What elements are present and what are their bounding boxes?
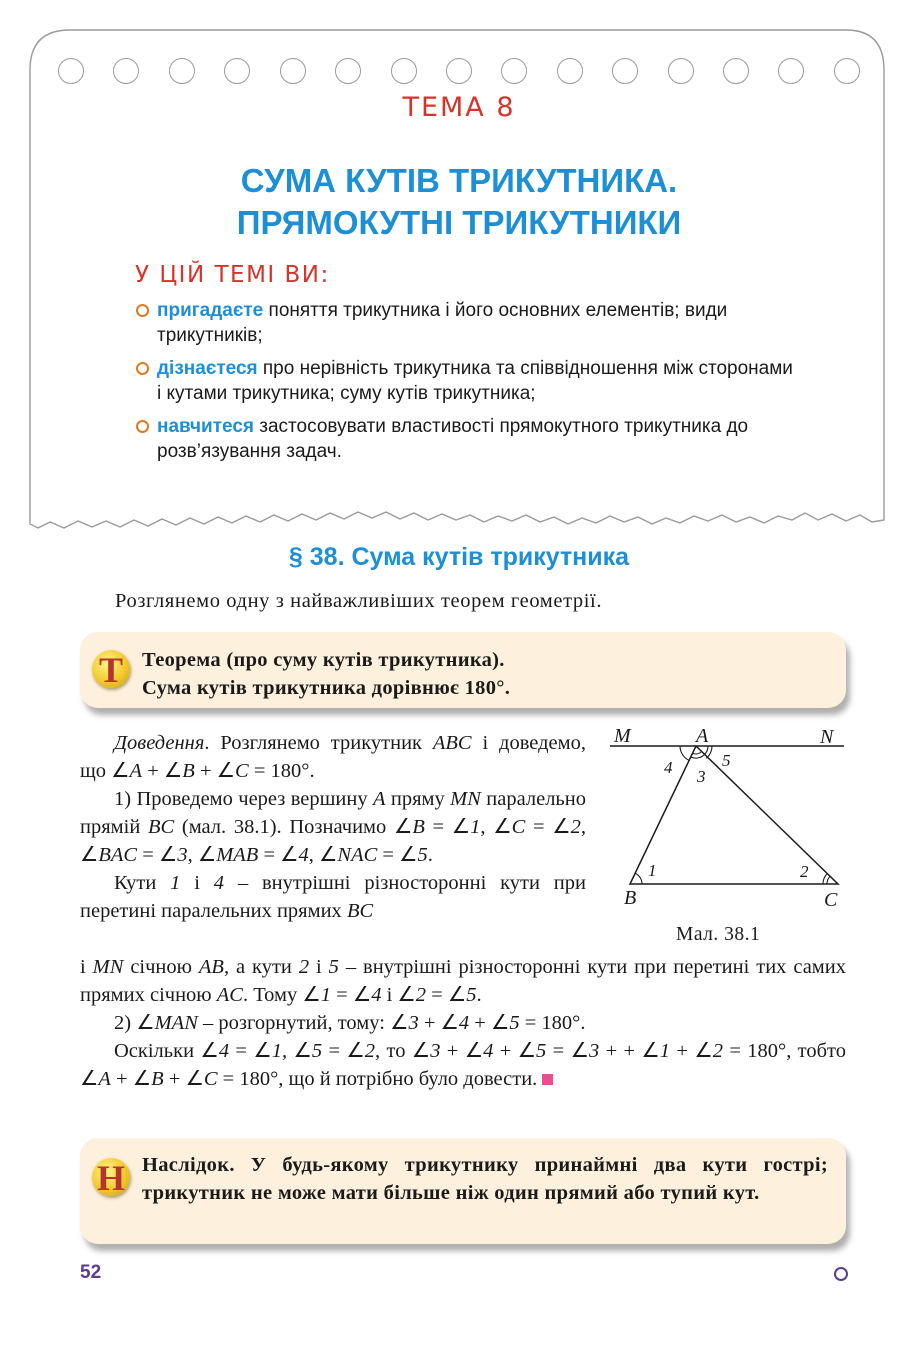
ring-hole <box>612 58 638 84</box>
theorem-text <box>142 646 832 702</box>
ring-hole <box>723 58 749 84</box>
topic-title-line: ПРЯМОКУТНІ ТРИКУТНИКИ <box>236 204 682 241</box>
ring-hole <box>557 58 583 84</box>
corollary-lead: Наслідок. <box>142 1154 235 1176</box>
label-b: B <box>624 887 637 909</box>
footer-rule <box>160 1266 852 1282</box>
proof-paragraph: 1) Проведемо через вершину A пряму MN паралельно прямій BC (мал. 38.1). Позначимо ∠B = ∠1, ∠C = ∠2, ∠BAC = ∠3, ∠MAB = ∠4, ∠NAC = ∠5. <box>80 788 587 866</box>
proof-paragraph: Кути 1 і 4 – внутрішні різносторонні кути при перетині паралельних прямих BC <box>80 872 587 922</box>
ring-hole <box>224 58 250 84</box>
topic-title <box>0 160 918 244</box>
ring-hole <box>169 58 195 84</box>
corollary-body: У будь-якому трикутнику принаймні два кути гострі; трикутник не може мати більше ніж один прямий або тупий кут. <box>142 1154 828 1204</box>
intro-text: Розглянемо одну з найважливіших теорем геометрії. <box>115 590 603 612</box>
goals-list <box>135 298 795 472</box>
theorem-badge-icon: Т <box>92 650 130 688</box>
triangle-figure <box>604 722 850 914</box>
page-number: 52 <box>80 1262 102 1283</box>
theorem-line: Сума кутів трикутника дорівнює 180°. <box>142 677 511 699</box>
label-c: C <box>824 889 838 911</box>
angle-3-arc <box>691 755 704 758</box>
goals-heading: У ЦІЙ ТЕМІ ВИ: <box>135 262 330 288</box>
goal-text: поняття трикутника і його основних елементів; види трикутників; <box>157 300 728 346</box>
label-angle-5: 5 <box>722 751 731 770</box>
ring-hole <box>113 58 139 84</box>
label-angle-4: 4 <box>664 758 673 777</box>
angle-2-arc <box>823 874 827 884</box>
topic-title-line: СУМА КУТІВ ТРИКУТНИКА. <box>240 162 678 199</box>
corollary-box <box>80 1138 846 1244</box>
goal-text: про нерівність трикутника та співвідношення між сторонами і кутами трикутника; суму кутів трикутника; <box>157 358 793 404</box>
proof-paragraph: 2) ∠MAN – розгорнутий, тому: ∠3 + ∠4 + ∠5 = 180°. <box>114 1012 586 1034</box>
goal-keyword: пригадаєте <box>157 300 264 321</box>
angle-4-arc <box>680 746 689 760</box>
proof-paragraph: Доведення. Розглянемо трикутник ABC і доведемо, що ∠A + ∠B + ∠C = 180°. <box>80 732 586 782</box>
goal-text: застосовувати властивості прямокутного трикутника до розв’язування задач. <box>157 416 749 462</box>
topic-number: ТЕМА 8 <box>402 92 516 123</box>
goal-item <box>135 298 795 348</box>
ring-hole <box>391 58 417 84</box>
ring-hole <box>778 58 804 84</box>
goal-item <box>135 414 795 464</box>
goal-item <box>135 356 795 406</box>
ring-hole <box>280 58 306 84</box>
bullet-icon <box>136 304 149 317</box>
section-title: § 38. Сума кутів трикутника <box>288 543 630 571</box>
label-n: N <box>820 726 834 748</box>
angle-2-arc <box>827 877 830 884</box>
ring-hole <box>501 58 527 84</box>
theorem-line: Теорема (про суму кутів трикутника). <box>142 649 505 671</box>
footer-circle-icon <box>835 1268 847 1280</box>
ring-hole <box>58 58 84 84</box>
label-angle-1: 1 <box>648 861 657 880</box>
proof-paragraph: і MN січною AB, а кути 2 і 5 – внутрішні різносторонні кути при перетині тих самих прямих січною AC. Тому ∠1 = ∠4 і ∠2 = ∠5. <box>80 956 846 1006</box>
bullet-icon <box>136 420 149 433</box>
end-of-proof-icon <box>542 1074 553 1085</box>
bullet-icon <box>136 362 149 375</box>
label-angle-3: 3 <box>697 767 706 786</box>
label-angle-2: 2 <box>800 862 809 881</box>
angle-1-arc <box>635 873 642 884</box>
theorem-box <box>80 632 846 708</box>
corollary-text <box>142 1151 828 1207</box>
goal-keyword: дізнаєтеся <box>157 358 258 379</box>
goal-keyword: навчитеся <box>157 416 254 437</box>
ring-hole <box>668 58 694 84</box>
label-m: M <box>614 725 631 747</box>
corollary-badge-icon: Н <box>92 1158 130 1196</box>
label-a: A <box>696 725 709 747</box>
proof-text-narrow <box>80 729 586 925</box>
proof-text-wide <box>80 953 846 1093</box>
ring-hole <box>335 58 361 84</box>
notebook-rings <box>58 58 860 88</box>
ring-hole <box>446 58 472 84</box>
figure-caption: Мал. 38.1 <box>676 924 761 945</box>
ring-hole <box>834 58 860 84</box>
proof-paragraph: Оскільки ∠4 = ∠1, ∠5 = ∠2, то ∠3 + ∠4 + ∠5 = ∠3 + + ∠1 + ∠2 = 180°, тобто ∠A + ∠B + ∠C = 180°, що й потрібно було довести. <box>80 1040 846 1090</box>
